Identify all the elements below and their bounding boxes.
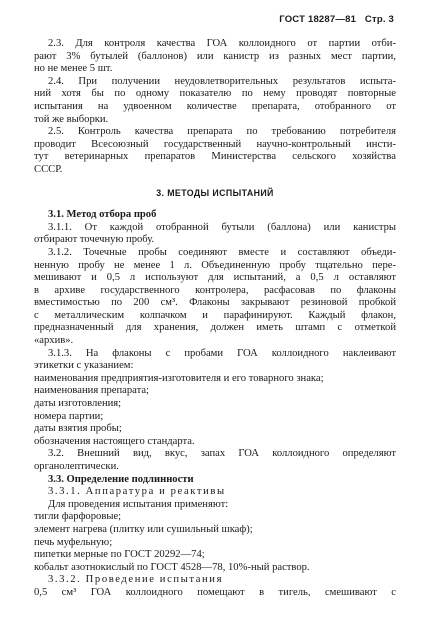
subsection-title: 3.1. Метод отбора проб <box>48 209 157 221</box>
text-line: этикетки с указанием: <box>34 360 134 372</box>
text-line: «архив». <box>34 335 74 347</box>
text-line: испытания на удвоенном количестве препарата, отобранного от <box>34 100 396 112</box>
text-line: но не менее 5 шт. <box>34 63 113 75</box>
text-line: предназначенный для хранения, должен иметь штамп с отметкой <box>34 322 396 334</box>
list-item: даты взятия пробы; <box>34 423 122 435</box>
list-item: элемент нагрева (плитку или сушильный шкаф); <box>34 523 253 535</box>
list-item: печь муфельную; <box>34 536 113 548</box>
paragraph-3-1-3 <box>34 348 396 373</box>
text-line: ненную пробу не менее 1 л. Объединенную пробу тщательно пере- <box>34 259 396 271</box>
text-line: Для проведения испытания применяют: <box>48 498 229 510</box>
list-item: пипетки мерные по ГОСТ 20292—74; <box>34 549 205 561</box>
text-line: 3.1.1. От каждой отобранной бутыли (баллона) или канистры <box>48 221 396 233</box>
paragraph-2-4 <box>34 76 396 126</box>
list-item: даты изготовления; <box>34 398 122 410</box>
standard-number: ГОСТ 18287—81 <box>279 14 357 25</box>
label-items-list <box>34 373 396 449</box>
text-line: вместимостью по 200 см³. Флаконы закрывают резиновой пробкой <box>34 297 396 309</box>
text-line: СССР. <box>34 163 63 175</box>
list-item: обозначения настоящего стандарта. <box>34 435 195 447</box>
text-line: проводит Всесоюзный государственный научно-контрольный инсти- <box>34 138 396 150</box>
text-line: мешивают и 0,5 л используют для испытаний, а 0,5 л оставляют <box>34 272 396 284</box>
document-body <box>34 38 396 600</box>
text-line: 2.3. Для контроля качества ГОА коллоидного от партии отби- <box>48 38 396 49</box>
text-line: 0,5 см³ ГОА коллоидного помещают в тигель, смешивают с <box>34 586 396 598</box>
text-line: с металлическим колпачком и парафинируют. Каждый флакон, <box>34 309 396 321</box>
page-header <box>273 14 394 25</box>
equipment-list <box>34 511 396 574</box>
paragraph-3-2 <box>34 448 396 473</box>
list-item: наименования препарата; <box>34 385 150 397</box>
text-line: тут ветеринарных препаратов Министерства сельского хозяйства <box>34 151 396 163</box>
list-item: тигли фарфоровые; <box>34 511 122 523</box>
paragraph-2-5 <box>34 126 396 176</box>
text-line: 2.5. Контроль качества препарата по требованию потребителя <box>48 126 396 138</box>
subsection-title: 3.3. Определение подлинности <box>48 473 194 485</box>
text-line: ний хотя бы по одному показателю по нему проводят повторные <box>34 88 396 100</box>
text-line: 2.4. При получении неудовлетворительных результатов испыта- <box>48 75 396 87</box>
text-line: рают 3% бутылей (баллонов) или канистр из разных мест партии, <box>34 50 396 62</box>
paragraph-3-1-2 <box>34 247 396 348</box>
paragraph-3-1-1 <box>34 222 396 247</box>
text-line: в архиве государственного контролера, расфасовав по флаконы <box>34 284 396 296</box>
text-line: отбирают точечную пробу. <box>34 234 155 246</box>
subsection-title: 3.3.1. Аппаратура и реактивы <box>48 486 226 498</box>
text-line: 3.1.2. Точечные пробы соединяют вместе и составляют объеди- <box>48 246 396 258</box>
subsection-title: 3.3.2. Проведение испытания <box>48 574 224 586</box>
text-line: органолептически. <box>34 461 119 472</box>
paragraph-2-3 <box>34 38 396 76</box>
page-number: Стр. 3 <box>364 14 394 25</box>
text-line: 3.1.3. На флаконы с пробами ГОА коллоидного наклеивают <box>48 347 396 359</box>
section-heading: 3. МЕТОДЫ ИСПЫТАНИЙ <box>156 187 274 198</box>
list-item: кобальт азотнокислый по ГОСТ 4528—78, 10%-ный раствор. <box>34 561 310 573</box>
list-item: наименования предприятия-изготовителя и его товарного знака; <box>34 372 324 384</box>
text-line: 3.2. Внешний вид, вкус, запах ГОА коллоидного определяют <box>48 448 396 460</box>
list-item: номера партии; <box>34 410 104 422</box>
text-line: той же выборки. <box>34 113 109 125</box>
